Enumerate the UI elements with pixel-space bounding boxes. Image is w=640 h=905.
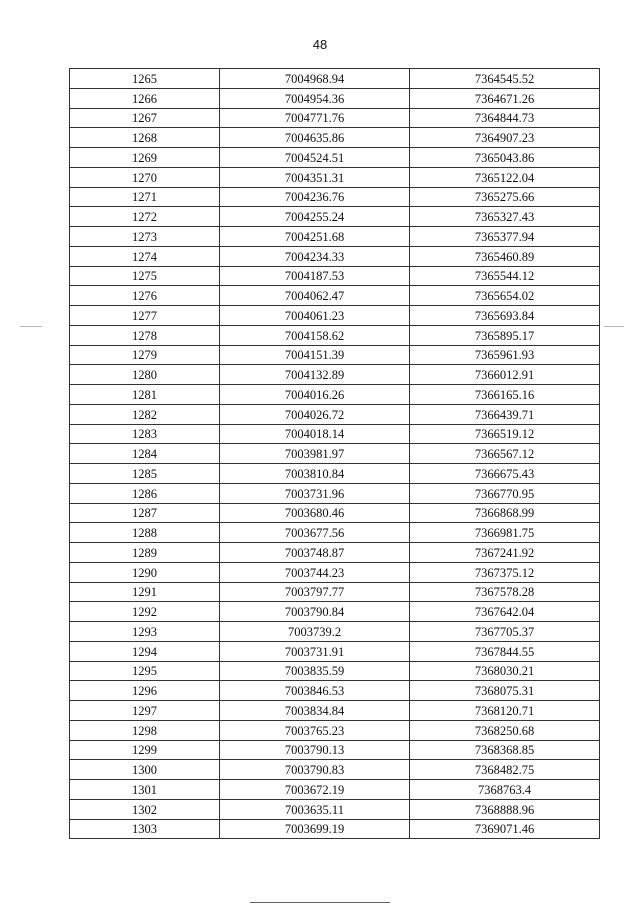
x-coordinate-cell: 7003835.59 <box>220 661 410 681</box>
table-row <box>70 404 600 424</box>
table-row <box>70 69 600 89</box>
table-row <box>70 780 600 800</box>
point-number-cell: 1265 <box>70 69 220 89</box>
table-row <box>70 582 600 602</box>
point-number-cell: 1299 <box>70 740 220 760</box>
x-coordinate-cell: 7003744.23 <box>220 562 410 582</box>
point-number-cell: 1294 <box>70 641 220 661</box>
x-coordinate-cell: 7003699.19 <box>220 819 410 839</box>
y-coordinate-cell: 7368482.75 <box>410 760 600 780</box>
table-row <box>70 740 600 760</box>
table-row <box>70 365 600 385</box>
table-row <box>70 385 600 405</box>
point-number-cell: 1297 <box>70 701 220 721</box>
table-row <box>70 88 600 108</box>
x-coordinate-cell: 7004151.39 <box>220 345 410 365</box>
point-number-cell: 1288 <box>70 523 220 543</box>
scan-mark-right <box>604 326 624 327</box>
point-number-cell: 1267 <box>70 108 220 128</box>
y-coordinate-cell: 7369071.46 <box>410 819 600 839</box>
y-coordinate-cell: 7365654.02 <box>410 286 600 306</box>
point-number-cell: 1281 <box>70 385 220 405</box>
y-coordinate-cell: 7364671.26 <box>410 88 600 108</box>
x-coordinate-cell: 7004061.23 <box>220 306 410 326</box>
y-coordinate-cell: 7366439.71 <box>410 404 600 424</box>
table-row <box>70 227 600 247</box>
x-coordinate-cell: 7003790.13 <box>220 740 410 760</box>
table-row <box>70 306 600 326</box>
table-row <box>70 720 600 740</box>
y-coordinate-cell: 7366868.99 <box>410 503 600 523</box>
x-coordinate-cell: 7003790.83 <box>220 760 410 780</box>
point-number-cell: 1293 <box>70 622 220 642</box>
y-coordinate-cell: 7368250.68 <box>410 720 600 740</box>
point-number-cell: 1276 <box>70 286 220 306</box>
y-coordinate-cell: 7367705.37 <box>410 622 600 642</box>
x-coordinate-cell: 7003680.46 <box>220 503 410 523</box>
x-coordinate-cell: 7004026.72 <box>220 404 410 424</box>
y-coordinate-cell: 7365327.43 <box>410 207 600 227</box>
y-coordinate-cell: 7365275.66 <box>410 187 600 207</box>
table-row <box>70 266 600 286</box>
table-row <box>70 108 600 128</box>
point-number-cell: 1269 <box>70 148 220 168</box>
point-number-cell: 1279 <box>70 345 220 365</box>
point-number-cell: 1275 <box>70 266 220 286</box>
y-coordinate-cell: 7365961.93 <box>410 345 600 365</box>
table-row <box>70 325 600 345</box>
x-coordinate-cell: 7004524.51 <box>220 148 410 168</box>
point-number-cell: 1268 <box>70 128 220 148</box>
table-row <box>70 444 600 464</box>
x-coordinate-cell: 7003731.96 <box>220 483 410 503</box>
table-row <box>70 622 600 642</box>
point-number-cell: 1285 <box>70 464 220 484</box>
y-coordinate-cell: 7365377.94 <box>410 227 600 247</box>
point-number-cell: 1303 <box>70 819 220 839</box>
y-coordinate-cell: 7366981.75 <box>410 523 600 543</box>
y-coordinate-cell: 7368120.71 <box>410 701 600 721</box>
point-number-cell: 1291 <box>70 582 220 602</box>
point-number-cell: 1272 <box>70 207 220 227</box>
x-coordinate-cell: 7003677.56 <box>220 523 410 543</box>
point-number-cell: 1302 <box>70 799 220 819</box>
x-coordinate-cell: 7004062.47 <box>220 286 410 306</box>
x-coordinate-cell: 7003739.2 <box>220 622 410 642</box>
x-coordinate-cell: 7003765.23 <box>220 720 410 740</box>
y-coordinate-cell: 7365895.17 <box>410 325 600 345</box>
y-coordinate-cell: 7365544.12 <box>410 266 600 286</box>
y-coordinate-cell: 7367844.55 <box>410 641 600 661</box>
y-coordinate-cell: 7368763.4 <box>410 780 600 800</box>
y-coordinate-cell: 7368888.96 <box>410 799 600 819</box>
y-coordinate-cell: 7367642.04 <box>410 602 600 622</box>
table-row <box>70 483 600 503</box>
y-coordinate-cell: 7366675.43 <box>410 464 600 484</box>
footer-rule <box>250 902 390 903</box>
y-coordinate-cell: 7365693.84 <box>410 306 600 326</box>
point-number-cell: 1284 <box>70 444 220 464</box>
table-row <box>70 543 600 563</box>
x-coordinate-cell: 7003635.11 <box>220 799 410 819</box>
x-coordinate-cell: 7004255.24 <box>220 207 410 227</box>
table-row <box>70 167 600 187</box>
table-row <box>70 523 600 543</box>
point-number-cell: 1289 <box>70 543 220 563</box>
x-coordinate-cell: 7004132.89 <box>220 365 410 385</box>
y-coordinate-cell: 7365043.86 <box>410 148 600 168</box>
table-row <box>70 148 600 168</box>
table-row <box>70 701 600 721</box>
point-number-cell: 1290 <box>70 562 220 582</box>
table-row <box>70 681 600 701</box>
table-row <box>70 799 600 819</box>
x-coordinate-cell: 7004016.26 <box>220 385 410 405</box>
y-coordinate-cell: 7368368.85 <box>410 740 600 760</box>
point-number-cell: 1301 <box>70 780 220 800</box>
table-row <box>70 503 600 523</box>
table-row <box>70 562 600 582</box>
point-number-cell: 1280 <box>70 365 220 385</box>
y-coordinate-cell: 7367241.92 <box>410 543 600 563</box>
point-number-cell: 1282 <box>70 404 220 424</box>
table-row <box>70 464 600 484</box>
x-coordinate-cell: 7004018.14 <box>220 424 410 444</box>
x-coordinate-cell: 7003797.77 <box>220 582 410 602</box>
x-coordinate-cell: 7004187.53 <box>220 266 410 286</box>
x-coordinate-cell: 7004351.31 <box>220 167 410 187</box>
y-coordinate-cell: 7366567.12 <box>410 444 600 464</box>
y-coordinate-cell: 7368075.31 <box>410 681 600 701</box>
y-coordinate-cell: 7367375.12 <box>410 562 600 582</box>
point-number-cell: 1274 <box>70 246 220 266</box>
x-coordinate-cell: 7003790.84 <box>220 602 410 622</box>
y-coordinate-cell: 7366012.91 <box>410 365 600 385</box>
table-row <box>70 345 600 365</box>
table-row <box>70 819 600 839</box>
x-coordinate-cell: 7004236.76 <box>220 187 410 207</box>
y-coordinate-cell: 7365460.89 <box>410 246 600 266</box>
table-row <box>70 246 600 266</box>
y-coordinate-cell: 7366770.95 <box>410 483 600 503</box>
y-coordinate-cell: 7367578.28 <box>410 582 600 602</box>
scan-mark-left <box>20 326 42 327</box>
table-row <box>70 128 600 148</box>
point-number-cell: 1298 <box>70 720 220 740</box>
point-number-cell: 1266 <box>70 88 220 108</box>
point-number-cell: 1277 <box>70 306 220 326</box>
x-coordinate-cell: 7003846.53 <box>220 681 410 701</box>
x-coordinate-cell: 7004968.94 <box>220 69 410 89</box>
table-row <box>70 187 600 207</box>
point-number-cell: 1300 <box>70 760 220 780</box>
x-coordinate-cell: 7003731.91 <box>220 641 410 661</box>
point-number-cell: 1292 <box>70 602 220 622</box>
coordinates-table-body <box>70 69 600 839</box>
point-number-cell: 1273 <box>70 227 220 247</box>
point-number-cell: 1278 <box>70 325 220 345</box>
point-number-cell: 1287 <box>70 503 220 523</box>
point-number-cell: 1283 <box>70 424 220 444</box>
page-number: 48 <box>312 37 328 52</box>
point-number-cell: 1296 <box>70 681 220 701</box>
x-coordinate-cell: 7003834.84 <box>220 701 410 721</box>
y-coordinate-cell: 7364907.23 <box>410 128 600 148</box>
x-coordinate-cell: 7003748.87 <box>220 543 410 563</box>
y-coordinate-cell: 7364844.73 <box>410 108 600 128</box>
y-coordinate-cell: 7368030.21 <box>410 661 600 681</box>
x-coordinate-cell: 7004635.86 <box>220 128 410 148</box>
table-row <box>70 286 600 306</box>
x-coordinate-cell: 7004954.36 <box>220 88 410 108</box>
point-number-cell: 1295 <box>70 661 220 681</box>
y-coordinate-cell: 7366165.16 <box>410 385 600 405</box>
x-coordinate-cell: 7003981.97 <box>220 444 410 464</box>
y-coordinate-cell: 7365122.04 <box>410 167 600 187</box>
point-number-cell: 1270 <box>70 167 220 187</box>
y-coordinate-cell: 7366519.12 <box>410 424 600 444</box>
y-coordinate-cell: 7364545.52 <box>410 69 600 89</box>
x-coordinate-cell: 7004771.76 <box>220 108 410 128</box>
table-row <box>70 661 600 681</box>
table-row <box>70 207 600 227</box>
table-row <box>70 760 600 780</box>
table-row <box>70 424 600 444</box>
table-row <box>70 641 600 661</box>
table-row <box>70 602 600 622</box>
point-number-cell: 1286 <box>70 483 220 503</box>
x-coordinate-cell: 7004251.68 <box>220 227 410 247</box>
x-coordinate-cell: 7003672.19 <box>220 780 410 800</box>
coordinates-table <box>69 68 600 839</box>
x-coordinate-cell: 7004158.62 <box>220 325 410 345</box>
x-coordinate-cell: 7004234.33 <box>220 246 410 266</box>
x-coordinate-cell: 7003810.84 <box>220 464 410 484</box>
point-number-cell: 1271 <box>70 187 220 207</box>
